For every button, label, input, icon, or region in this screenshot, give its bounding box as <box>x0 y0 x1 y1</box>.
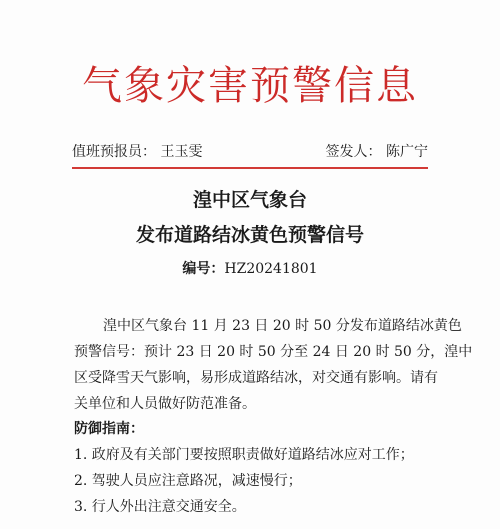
signal-title: 发布道路结冰黄色预警信号 <box>135 224 364 246</box>
number-value: HZ20241801 <box>224 261 318 277</box>
header-title: 气象灾害预警信息 <box>82 63 418 109</box>
body-line: 区受降雪天气影响，易形成道路结冰，对交通有影响。请有 <box>74 370 438 386</box>
number-label: 编号： <box>182 261 225 277</box>
signer-label: 签发人： <box>325 144 382 160</box>
notice-body <box>74 313 473 417</box>
organization-title: 湟中区气象台 <box>192 189 307 211</box>
notice-number <box>0 259 500 279</box>
meta-row <box>72 142 428 162</box>
guide-heading: 防御指南： <box>74 421 144 437</box>
header-divider <box>72 167 428 169</box>
guide-item: 3. 行人外出注意交通安全。 <box>74 499 246 515</box>
signer-name: 陈广宁 <box>386 144 428 160</box>
forecaster-info <box>72 142 202 162</box>
forecaster-name: 王玉雯 <box>160 144 203 160</box>
defense-guide <box>74 416 414 520</box>
body-line: 预警信号：预计 23 日 20 时 50 分至 24 日 20 时 50 分，湟中 <box>74 344 473 360</box>
body-line: 湟中区气象台 11 月 23 日 20 时 50 分发布道路结冰黄色 <box>103 318 462 334</box>
body-line: 关单位和人员做好防范准备。 <box>74 396 256 412</box>
forecaster-label: 值班预报员： <box>72 144 156 160</box>
signer-info <box>326 142 428 162</box>
guide-item: 2. 驾驶人员应注意路况，减速慢行； <box>74 473 302 489</box>
guide-item: 1. 政府及有关部门要按照职责做好道路结冰应对工作； <box>74 447 414 463</box>
